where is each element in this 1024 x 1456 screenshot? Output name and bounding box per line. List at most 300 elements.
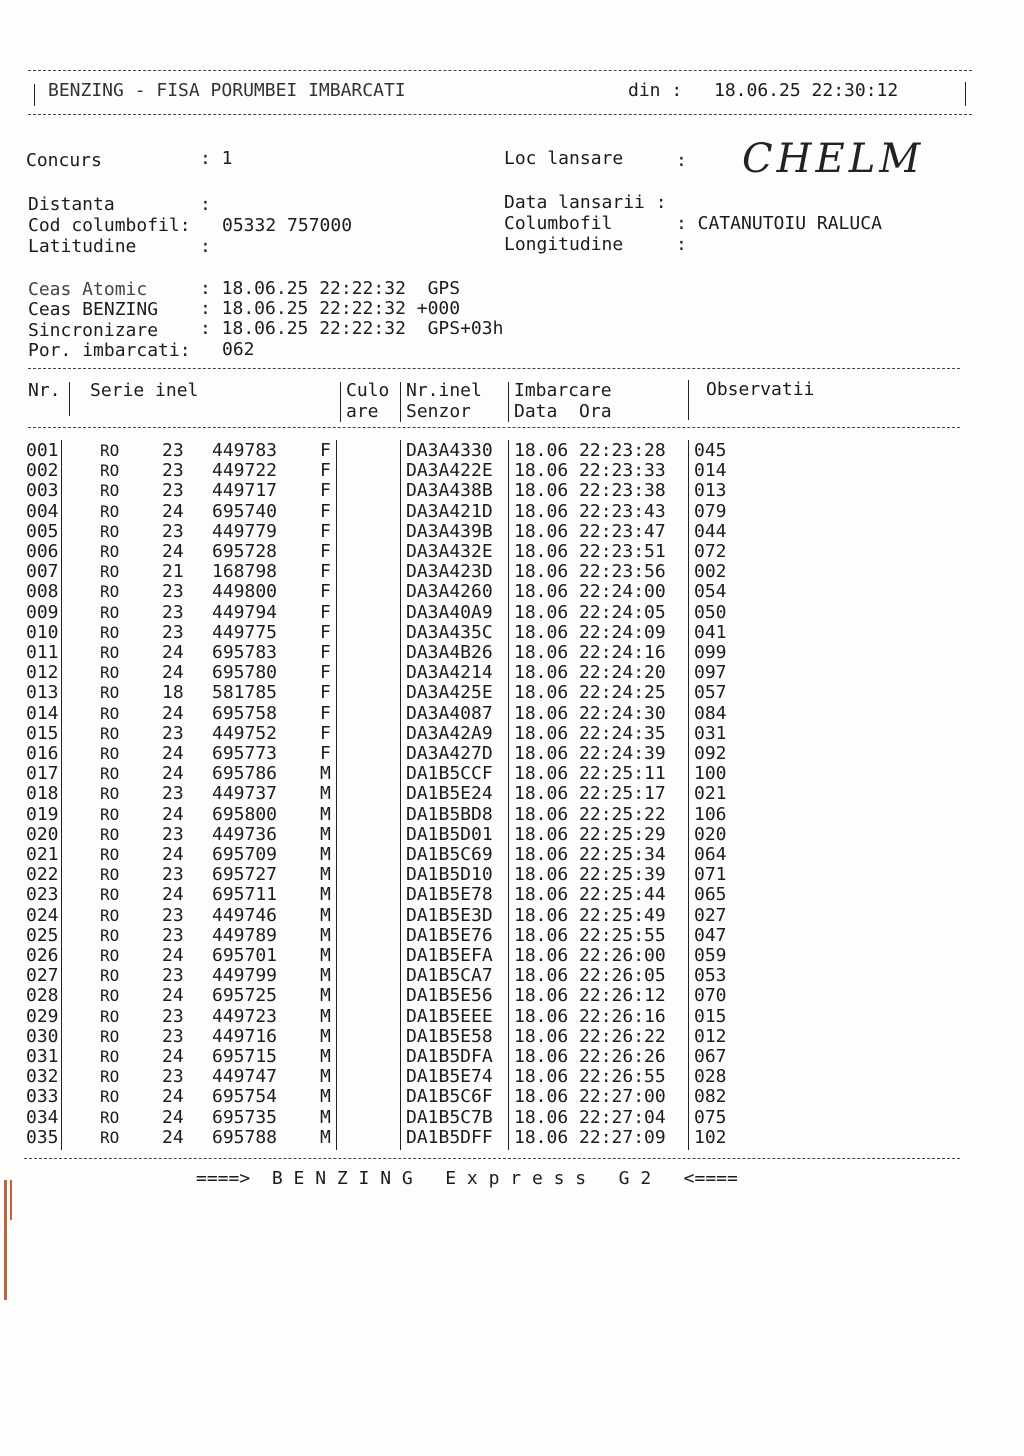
cell-nr: 006 (26, 541, 59, 562)
cell-cc: RO (100, 1026, 120, 1046)
cell-nr: 007 (26, 561, 59, 583)
cell-nr: 009 (26, 601, 59, 623)
cell-sensor: DA3A423D (406, 561, 493, 583)
cell-dt: 18.06 22:24:35 (514, 722, 666, 744)
cell-yr: 23 (162, 1025, 184, 1047)
cell-ring: 695701 (212, 945, 278, 966)
cell-yr: 24 (162, 1086, 184, 1108)
latitudine-label: Latitudine (28, 236, 137, 257)
cell-cc: RO (100, 1006, 120, 1026)
cell-yr: 24 (162, 945, 184, 966)
ceas-benzing-label: Ceas BENZING (28, 299, 159, 320)
table-row (0, 542, 1000, 562)
cell-ring: 449746 (212, 904, 278, 926)
cell-dt: 18.06 22:24:00 (514, 581, 666, 603)
col-header-culoare-1: Culo (346, 380, 390, 401)
cell-sex: F (320, 722, 331, 744)
cell-sex: M (320, 783, 331, 805)
cell-cc: RO (100, 542, 120, 561)
loc-lansare-sep: : (676, 150, 687, 171)
cell-cc: RO (100, 946, 120, 965)
cell-dt: 18.06 22:25:44 (514, 884, 666, 906)
cell-nr: 029 (26, 1005, 59, 1027)
cell-obs: 020 (694, 823, 727, 845)
cell-cc: RO (100, 1087, 120, 1107)
cell-cc: RO (100, 1067, 120, 1087)
cell-obs: 065 (694, 884, 727, 906)
cell-sensor: DA1B5D10 (406, 864, 493, 886)
cell-yr: 24 (162, 662, 184, 684)
cell-sex: F (320, 601, 331, 623)
table-row (0, 481, 1000, 501)
table-row (0, 1027, 1000, 1047)
cell-sensor: DA1B5E74 (406, 1066, 493, 1088)
cell-cc: RO (100, 723, 120, 743)
cell-obs: 106 (694, 803, 727, 825)
cell-sex: F (320, 621, 331, 643)
cell-ring: 581785 (212, 682, 278, 704)
cell-dt: 18.06 22:23:38 (514, 480, 666, 502)
cell-nr: 011 (26, 642, 59, 663)
cell-nr: 026 (26, 945, 59, 966)
cell-nr: 003 (26, 480, 59, 502)
cell-sex: F (320, 743, 331, 764)
col-divider-sex (336, 440, 337, 1150)
cell-dt: 18.06 22:25:29 (514, 823, 666, 845)
cell-ring: 695728 (212, 541, 278, 562)
cell-nr: 031 (26, 1046, 59, 1067)
col-header-imbarcare-1: Imbarcare (514, 380, 612, 401)
sincronizare-value: : 18.06.25 22:22:32 GPS+03h (200, 318, 504, 339)
cell-yr: 23 (162, 581, 184, 603)
cell-obs: 015 (694, 1005, 727, 1027)
cell-sex: F (320, 480, 331, 502)
cod-columbofil-label: Cod columbofil: (28, 215, 191, 236)
cell-obs: 053 (694, 965, 727, 987)
cell-sex: F (320, 581, 331, 603)
cell-sensor: DA1B5C6F (406, 1086, 493, 1108)
col-header-divider (340, 382, 341, 422)
table-row (0, 1007, 1000, 1027)
header-top-rule (28, 70, 972, 71)
cell-obs: 075 (694, 1106, 727, 1128)
table-row (0, 1087, 1000, 1107)
cell-ring: 449783 (212, 440, 278, 461)
cell-yr: 24 (162, 1106, 184, 1128)
table-row (0, 582, 1000, 602)
col-header-divider (400, 382, 401, 422)
cell-cc: RO (100, 845, 120, 864)
col-header-imbarcare-2: Data Ora (514, 401, 612, 422)
cell-ring: 695727 (212, 864, 278, 886)
cell-yr: 24 (162, 985, 184, 1007)
header-bottom-rule (28, 114, 972, 115)
ceas-atomic-value: : 18.06.25 22:22:32 GPS (200, 278, 461, 299)
cell-cc: RO (100, 966, 120, 986)
cell-nr: 021 (26, 844, 59, 865)
page-edge-mark (10, 1180, 12, 1220)
cell-sex: M (320, 1025, 331, 1047)
table-row (0, 926, 1000, 946)
col-header-observatii: Observatii (706, 379, 815, 400)
cell-yr: 23 (162, 601, 184, 623)
cell-sensor: DA3A4087 (406, 702, 493, 724)
cell-dt: 18.06 22:23:51 (514, 541, 666, 562)
ceas-atomic-label: Ceas Atomic (28, 279, 148, 300)
cell-cc: RO (100, 744, 120, 763)
cell-sex: M (320, 1046, 331, 1067)
cell-sex: M (320, 803, 331, 825)
cell-obs: 072 (694, 541, 727, 562)
table-row (0, 683, 1000, 703)
cell-sensor: DA1B5E58 (406, 1025, 493, 1047)
cell-ring: 449716 (212, 1025, 278, 1047)
cell-nr: 001 (26, 440, 59, 461)
cell-sex: F (320, 460, 331, 482)
table-row (0, 1108, 1000, 1128)
cell-cc: RO (100, 663, 120, 683)
cell-sex: M (320, 763, 331, 785)
cell-ring: 449799 (212, 965, 278, 987)
sincronizare-label: Sincronizare (28, 320, 159, 341)
cell-sensor: DA1B5E78 (406, 884, 493, 906)
cell-ring: 695725 (212, 985, 278, 1007)
col-header-culoare-2: are (346, 401, 379, 422)
latitudine-value: : (200, 236, 211, 257)
cell-nr: 033 (26, 1086, 59, 1108)
cell-nr: 034 (26, 1106, 59, 1128)
cell-dt: 18.06 22:26:16 (514, 1005, 666, 1027)
cell-obs: 002 (694, 561, 727, 583)
cell-sensor: DA3A42A9 (406, 722, 493, 744)
table-row (0, 805, 1000, 825)
data-lansarii-label: Data lansarii : (504, 192, 667, 213)
cell-obs: 047 (694, 924, 727, 946)
cell-yr: 24 (162, 541, 184, 562)
cell-yr: 23 (162, 823, 184, 845)
cell-sensor: DA3A422E (406, 460, 493, 482)
cell-sex: M (320, 965, 331, 987)
col-header-divider (508, 382, 509, 422)
cell-sensor: DA3A435C (406, 621, 493, 643)
cell-ring: 695709 (212, 844, 278, 865)
cell-nr: 018 (26, 783, 59, 805)
cell-dt: 18.06 22:25:34 (514, 844, 666, 865)
cell-sex: M (320, 1126, 331, 1148)
cell-nr: 025 (26, 924, 59, 946)
cell-nr: 005 (26, 520, 59, 542)
cell-cc: RO (100, 1047, 120, 1066)
cell-obs: 044 (694, 520, 727, 542)
cell-dt: 18.06 22:24:39 (514, 743, 666, 764)
cell-sensor: DA3A421D (406, 500, 493, 522)
cell-dt: 18.06 22:27:00 (514, 1086, 666, 1108)
table-row (0, 603, 1000, 623)
cell-dt: 18.06 22:25:22 (514, 803, 666, 825)
cell-ring: 695740 (212, 500, 278, 522)
cell-ring: 695783 (212, 642, 278, 663)
table-row (0, 986, 1000, 1006)
cell-cc: RO (100, 683, 120, 703)
table-row (0, 663, 1000, 683)
cell-obs: 013 (694, 480, 727, 502)
cell-yr: 24 (162, 1046, 184, 1067)
cell-obs: 021 (694, 783, 727, 805)
cell-obs: 100 (694, 763, 727, 785)
cell-obs: 031 (694, 722, 727, 744)
cell-yr: 18 (162, 682, 184, 704)
cell-nr: 022 (26, 864, 59, 886)
table-row (0, 744, 1000, 764)
cell-sensor: DA3A425E (406, 682, 493, 704)
cell-nr: 027 (26, 965, 59, 987)
cell-nr: 035 (26, 1126, 59, 1148)
col-header-divider (688, 380, 689, 420)
page-edge-mark (4, 1180, 7, 1300)
cell-sensor: DA3A40A9 (406, 601, 493, 623)
cell-sensor: DA3A4B26 (406, 642, 493, 663)
footer-brand: ====> B E N Z I N G E x p r e s s G 2 <==== (196, 1168, 738, 1189)
cell-nr: 017 (26, 763, 59, 785)
document-title: BENZING - FISA PORUMBEI IMBARCATI (48, 80, 406, 101)
cell-obs: 014 (694, 460, 727, 482)
cell-dt: 18.06 22:24:16 (514, 642, 666, 663)
cell-sensor: DA1B5CCF (406, 763, 493, 785)
cell-yr: 23 (162, 965, 184, 987)
col-divider-datetime (688, 440, 689, 1150)
cell-yr: 24 (162, 884, 184, 906)
cell-sex: F (320, 541, 331, 562)
concurs-value: : 1 (200, 148, 233, 169)
porumbei-imbarcati-value: 062 (222, 339, 255, 360)
cell-ring: 695735 (212, 1106, 278, 1128)
cell-sensor: DA1B5EEE (406, 1005, 493, 1027)
cell-yr: 23 (162, 520, 184, 542)
loc-lansare-label: Loc lansare (504, 148, 624, 169)
cell-yr: 24 (162, 1126, 184, 1148)
cell-yr: 24 (162, 763, 184, 785)
cell-sex: M (320, 864, 331, 886)
cell-nr: 028 (26, 985, 59, 1007)
cell-dt: 18.06 22:26:22 (514, 1025, 666, 1047)
cell-ring: 449789 (212, 924, 278, 946)
col-header-nr: Nr. (28, 380, 61, 401)
cell-nr: 023 (26, 884, 59, 906)
cell-obs: 084 (694, 702, 727, 724)
cell-ring: 168798 (212, 561, 278, 583)
table-row (0, 906, 1000, 926)
cell-cc: RO (100, 824, 120, 844)
cell-dt: 18.06 22:24:05 (514, 601, 666, 623)
cell-obs: 041 (694, 621, 727, 643)
cell-ring: 695715 (212, 1046, 278, 1067)
table-row (0, 845, 1000, 865)
cell-cc: RO (100, 521, 120, 541)
cell-cc: RO (100, 622, 120, 642)
cell-ring: 449737 (212, 783, 278, 805)
cell-yr: 23 (162, 864, 184, 886)
distanta-value: : (200, 194, 211, 215)
cell-nr: 019 (26, 803, 59, 825)
columbofil-value: : CATANUTOIU RALUCA (676, 213, 882, 234)
cell-cc: RO (100, 784, 120, 804)
cell-sex: M (320, 1086, 331, 1108)
header-right-bar (965, 82, 966, 106)
cell-sensor: DA1B5E56 (406, 985, 493, 1007)
cell-yr: 24 (162, 803, 184, 825)
cell-yr: 24 (162, 500, 184, 522)
cell-nr: 013 (26, 682, 59, 704)
cell-nr: 004 (26, 500, 59, 522)
cell-obs: 070 (694, 985, 727, 1007)
cell-cc: RO (100, 865, 120, 885)
cell-obs: 099 (694, 642, 727, 663)
cell-ring: 695711 (212, 884, 278, 906)
cell-sensor: DA1B5DFF (406, 1126, 493, 1148)
distanta-label: Distanta (28, 194, 115, 215)
cell-cc: RO (100, 582, 120, 602)
table-row (0, 724, 1000, 744)
col-divider-culoare (400, 440, 401, 1150)
cell-cc: RO (100, 804, 120, 824)
cell-yr: 24 (162, 844, 184, 865)
table-row (0, 1067, 1000, 1087)
cell-sensor: DA3A4330 (406, 440, 493, 461)
cell-sensor: DA3A427D (406, 743, 493, 764)
cell-yr: 23 (162, 621, 184, 643)
cell-dt: 18.06 22:27:04 (514, 1106, 666, 1128)
cell-ring: 449736 (212, 823, 278, 845)
cell-sensor: DA1B5C69 (406, 844, 493, 865)
col-header-serie: Serie inel (90, 380, 199, 401)
cell-nr: 015 (26, 722, 59, 744)
cell-ring: 695758 (212, 702, 278, 724)
cell-ring: 449779 (212, 520, 278, 542)
table-row (0, 946, 1000, 966)
cell-ring: 449717 (212, 480, 278, 502)
cell-sex: F (320, 500, 331, 522)
cell-sex: M (320, 1066, 331, 1088)
cell-sensor: DA1B5E3D (406, 904, 493, 926)
table-top-rule (28, 368, 960, 369)
cell-yr: 23 (162, 1005, 184, 1027)
cell-nr: 024 (26, 904, 59, 926)
cell-yr: 24 (162, 702, 184, 724)
cell-obs: 082 (694, 1086, 727, 1108)
cell-obs: 054 (694, 581, 727, 603)
cell-yr: 23 (162, 924, 184, 946)
longitudine-value: : (676, 234, 687, 255)
cell-sex: M (320, 884, 331, 906)
table-row (0, 1128, 1000, 1148)
cell-ring: 449747 (212, 1066, 278, 1088)
cell-sex: F (320, 682, 331, 704)
cell-dt: 18.06 22:24:30 (514, 702, 666, 724)
cell-sensor: DA1B5DFA (406, 1046, 493, 1067)
cell-sex: M (320, 823, 331, 845)
col-divider-nr (61, 440, 62, 1150)
cell-sex: F (320, 520, 331, 542)
table-row (0, 623, 1000, 643)
cell-dt: 18.06 22:25:17 (514, 783, 666, 805)
cell-yr: 23 (162, 1066, 184, 1088)
cell-sensor: DA3A439B (406, 520, 493, 542)
cell-obs: 071 (694, 864, 727, 886)
table-row (0, 704, 1000, 724)
cell-cc: RO (100, 441, 120, 460)
cell-cc: RO (100, 925, 120, 945)
table-header-rule (28, 427, 960, 428)
cell-sex: M (320, 924, 331, 946)
table-row (0, 643, 1000, 663)
cell-sensor: DA3A432E (406, 541, 493, 562)
cell-sensor: DA1B5EFA (406, 945, 493, 966)
table-row (0, 885, 1000, 905)
cell-dt: 18.06 22:25:39 (514, 864, 666, 886)
cell-sex: M (320, 1005, 331, 1027)
table-bottom-rule (24, 1158, 960, 1159)
cell-sensor: DA3A4214 (406, 662, 493, 684)
cell-obs: 059 (694, 945, 727, 966)
cell-yr: 21 (162, 561, 184, 583)
porumbei-imbarcati-label: Por. imbarcati: (28, 340, 191, 361)
cell-yr: 23 (162, 904, 184, 926)
cell-dt: 18.06 22:23:28 (514, 440, 666, 461)
cell-sex: F (320, 440, 331, 461)
cell-dt: 18.06 22:24:25 (514, 682, 666, 704)
table-row (0, 784, 1000, 804)
cell-sensor: DA1B5D01 (406, 823, 493, 845)
cell-dt: 18.06 22:26:00 (514, 945, 666, 966)
cell-sensor: DA1B5C7B (406, 1106, 493, 1128)
cell-dt: 18.06 22:24:09 (514, 621, 666, 643)
cell-sensor: DA3A438B (406, 480, 493, 502)
cell-ring: 449794 (212, 601, 278, 623)
cell-cc: RO (100, 501, 120, 521)
cell-dt: 18.06 22:27:09 (514, 1126, 666, 1148)
cell-sex: M (320, 945, 331, 966)
cell-nr: 010 (26, 621, 59, 643)
cell-yr: 23 (162, 480, 184, 502)
cell-dt: 18.06 22:26:12 (514, 985, 666, 1007)
loc-lansare-handwritten: CHELM (742, 136, 925, 182)
cell-ring: 695754 (212, 1086, 278, 1108)
cell-ring: 695800 (212, 803, 278, 825)
cell-obs: 064 (694, 844, 727, 865)
cell-dt: 18.06 22:23:56 (514, 561, 666, 583)
cell-cc: RO (100, 602, 120, 622)
cell-ring: 449722 (212, 460, 278, 482)
cell-obs: 012 (694, 1025, 727, 1047)
cell-obs: 028 (694, 1066, 727, 1088)
cell-yr: 23 (162, 460, 184, 482)
cell-cc: RO (100, 703, 120, 723)
cell-obs: 045 (694, 440, 727, 461)
cell-ring: 695786 (212, 763, 278, 785)
cell-yr: 23 (162, 722, 184, 744)
cell-dt: 18.06 22:23:43 (514, 500, 666, 522)
longitudine-label: Longitudine (504, 234, 624, 255)
col-header-nrinel-1: Nr.inel (406, 380, 482, 401)
cell-cc: RO (100, 764, 120, 784)
cell-obs: 079 (694, 500, 727, 522)
cell-cc: RO (100, 461, 120, 481)
cell-nr: 032 (26, 1066, 59, 1088)
ceas-benzing-value: : 18.06.25 22:22:32 +000 (200, 298, 461, 319)
cell-sensor: DA1B5CA7 (406, 965, 493, 987)
cell-sensor: DA1B5E24 (406, 783, 493, 805)
cell-obs: 092 (694, 743, 727, 764)
